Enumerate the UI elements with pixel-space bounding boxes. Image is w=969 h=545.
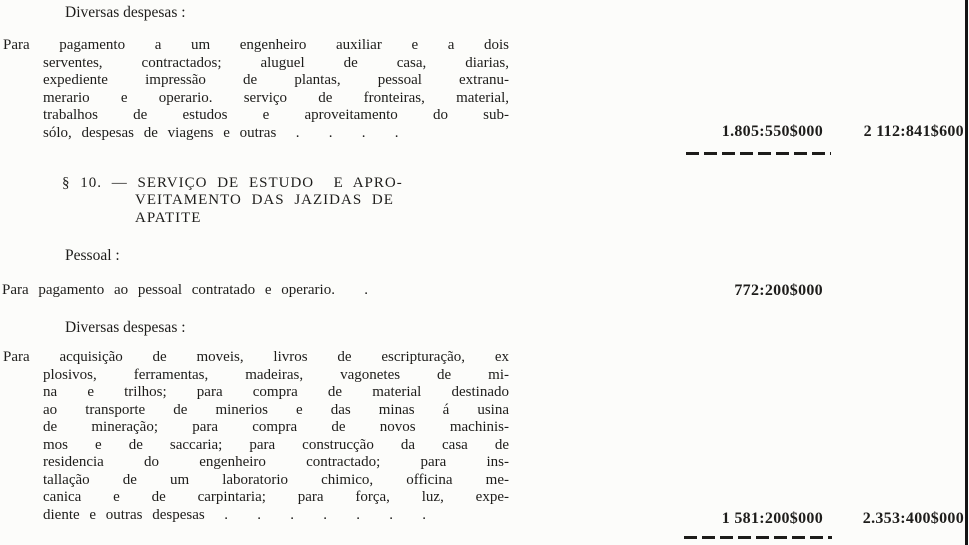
amount-partial-column-2: 1 581:200$000 xyxy=(721,510,823,527)
section-heading-line-2: VEITAMENTO DAS JAZIDAS DE xyxy=(135,192,394,208)
paragraph-line: residencia do engenheiro contractado; para ins- xyxy=(43,454,509,470)
paragraph-line: tallação de um laboratorio chimico, officina me- xyxy=(43,471,509,488)
paragraph-line: Para pagamento a um engenheiro auxiliar e a dois xyxy=(3,37,509,53)
subtotal-dashed-rule-2 xyxy=(684,536,832,539)
paragraph-line-dot-leader: sólo, despesas de viagens e outras . . . . xyxy=(43,124,399,141)
paragraph-line: ao transporte de minerios e das minas á usina xyxy=(43,401,509,418)
section-label-diversas-despesas-2: Diversas despesas : xyxy=(65,319,186,336)
paragraph-line: trabalhos de estudos e aproveitamento do sub- xyxy=(43,107,509,123)
section-label-pessoal: Pessoal : xyxy=(65,247,120,264)
amount-partial-column-1: 1.805:550$000 xyxy=(721,123,823,140)
subtotal-dashed-rule-1 xyxy=(686,152,831,155)
amount-total-column-1: 2 112:841$600 xyxy=(863,123,964,140)
page-edge-vertical-rule xyxy=(965,0,968,545)
paragraph-line: Para acquisição de moveis, livros de escripturação, ex xyxy=(3,349,509,365)
section-heading-line-1: § 10. — SERVIÇO DE ESTUDO E APRO- xyxy=(62,175,403,191)
expense-paragraph-2 xyxy=(3,349,509,524)
paragraph-line: canica e de carpintaria; para força, luz, expe- xyxy=(43,489,509,505)
section-heading-line-3: APATITE xyxy=(135,210,202,226)
paragraph-line: plosivos, ferramentas, madeiras, vagonetes de mi- xyxy=(43,366,509,383)
paragraph-line: mos e de saccaria; para construcção da casa de xyxy=(43,436,509,453)
paragraph-line: de mineração; para compra de novos machinis- xyxy=(43,419,509,435)
expense-paragraph-1 xyxy=(3,37,509,142)
section-label-diversas-despesas-1: Diversas despesas : xyxy=(65,4,186,21)
amount-total-column-2: 2.353:400$000 xyxy=(862,510,964,527)
paragraph-line: merario e operario. serviço de fronteiras, material, xyxy=(43,89,509,106)
paragraph-line: expediente impressão de plantas, pessoal extranu- xyxy=(43,72,509,88)
paragraph-line: na e trilhos; para compra de material destinado xyxy=(43,384,509,400)
paragraph-line-dot-leader: diente e outras despesas . . . . . . . xyxy=(43,506,426,523)
amount-pessoal-column-1: 772:200$000 xyxy=(734,282,823,299)
paragraph-line: serventes, contractados; aluguel de casa, diarias, xyxy=(43,54,509,71)
pessoal-entry-line: Para pagamento ao pessoal contratado e operario. . xyxy=(2,282,368,298)
